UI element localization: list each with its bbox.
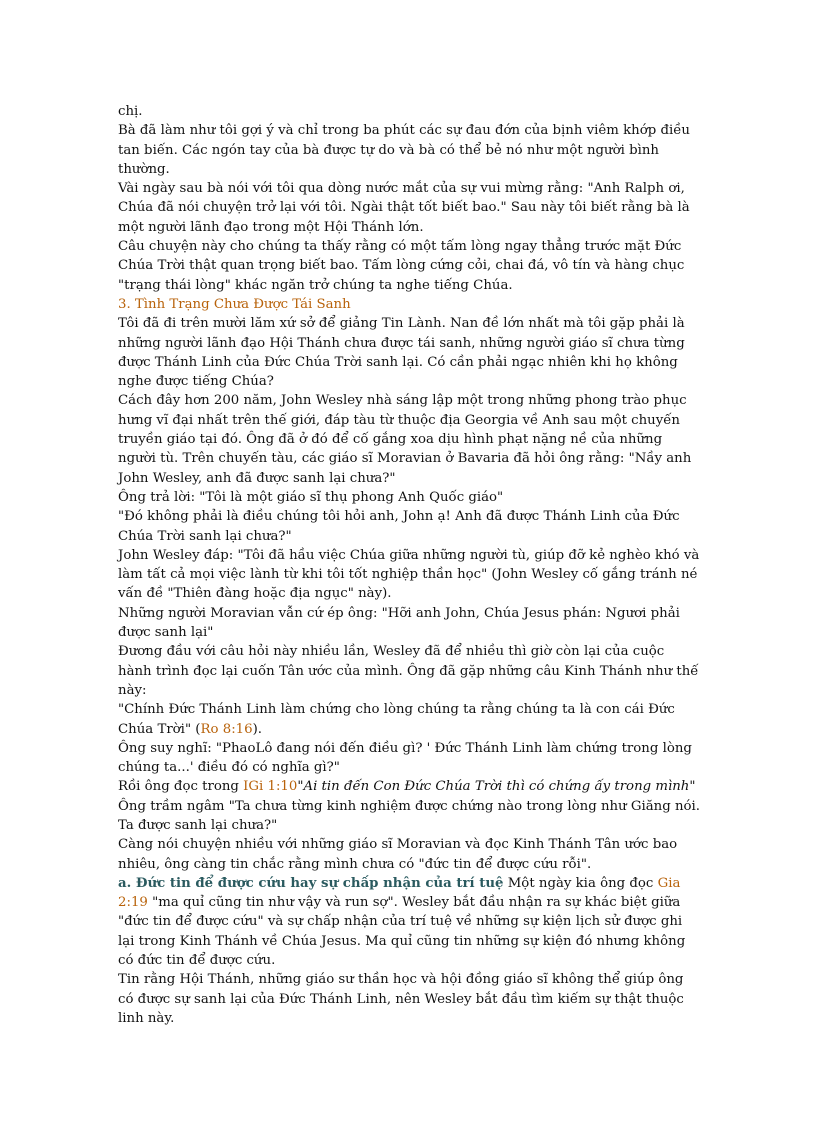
paragraph-text: "ma quỉ cũng tin như vậy và run sợ". Wesley bắt đầu nhận ra sự khác biệt giữa "đức tin để được cứu" và sự chấp nhận của trí tuệ về những sự kiện lịch sử được ghi lại trong Kinh Thánh về Chúa Jesus. Ma quỉ cũng tin những sự kiện đó nhưng không có đức tin để được cứu. bbox=[118, 895, 686, 969]
paragraph-text: ). bbox=[252, 721, 263, 737]
paragraph bbox=[118, 777, 702, 796]
paragraph-text: Một ngày kia ông đọc bbox=[503, 875, 658, 891]
scripture-quote: "Ai tin đến Con Đức Chúa Trời thì có chứng ấy trong mình" bbox=[297, 779, 696, 795]
paragraph: Cách đây hơn 200 năm, John Wesley nhà sáng lập một trong những phong trào phục hưng vĩ đại nhất trên thế giới, đáp tàu từ thuộc địa Georgia về Anh sau một chuyến truyền giáo tại đó. Ông đã ở đó để cố gắng xoa dịu hình phạt nặng nề của những người tù. Trên chuyến tàu, các giáo sĩ Moravian ở Bavaria đã hỏi ông rằng: "Nầy anh John Wesley, anh đã được sanh lại chưa?" bbox=[118, 393, 692, 486]
paragraph: Ông trả lời: "Tôi là một giáo sĩ thụ phong Anh Quốc giáo" bbox=[118, 489, 504, 505]
paragraph: chị. bbox=[118, 104, 143, 119]
paragraph: Tôi đã đi trên mười lăm xứ sở để giảng Tin Lành. Nan đề lớn nhất mà tôi gặp phải là những người lãnh đạo Hội Thánh chưa được tái sanh, những người giáo sĩ chưa từng được Thánh Linh của Đức Chúa Trời sanh lại. Có cần phải ngạc nhiên khi họ không nghe được tiếng Chúa? bbox=[118, 316, 685, 390]
paragraph: Ông trầm ngâm "Ta chưa từng kinh nghiệm được chứng nào trong lòng như Giăng nói. Ta được sanh lại chưa?" bbox=[118, 798, 701, 833]
scripture-reference-link[interactable]: Gia 2:19 bbox=[118, 875, 681, 911]
scripture-reference-link[interactable]: IGi 1:10 bbox=[243, 779, 298, 795]
paragraph: Câu chuyện này cho chúng ta thấy rằng có một tấm lòng ngay thẳng trước mặt Đức Chúa Trời thật quan trọng biết bao. Tấm lòng cứng cỏi, chai đá, vô tín và hàng chục "trạng thái lòng" khác ngăn trở chúng ta nghe tiếng Chúa. bbox=[118, 239, 685, 293]
paragraph-text: "Chính Đức Thánh Linh làm chứng cho lòng chúng ta rằng chúng ta là con cái Đức Chúa Trời" ( bbox=[118, 702, 675, 737]
section-heading-link[interactable]: 3. Tình Trạng Chưa Được Tái Sanh bbox=[118, 296, 351, 312]
paragraph: Ông suy nghĩ: "PhaoLô đang nói đến điều gì? ' Đức Thánh Linh làm chứng trong lòng chúng ta...' điều đó có nghĩa gì?" bbox=[118, 740, 692, 776]
paragraph: "Đó không phải là điều chúng tôi hỏi anh, John ạ! Anh đã được Thánh Linh của Đức Chúa Trời sanh lại chưa?" bbox=[118, 509, 680, 544]
paragraph bbox=[118, 874, 702, 970]
paragraph: Tin rằng Hội Thánh, những giáo sư thần học và hội đồng giáo sĩ không thể giúp ông có được sự sanh lại của Đức Thánh Linh, nên Wesley bắt đầu tìm kiếm sự thật thuộc linh này. bbox=[118, 972, 684, 1026]
paragraph: Vài ngày sau bà nói với tôi qua dòng nước mắt của sự vui mừng rằng: "Anh Ralph ơi, Chúa đã nói chuyện trở lại với tôi. Ngài thật tốt biết bao." Sau này tôi biết rằng bà là một người lãnh đạo trong một Hội Thánh lớn. bbox=[118, 181, 690, 235]
paragraph: Càng nói chuyện nhiều với những giáo sĩ Moravian và đọc Kinh Thánh Tân ước bao nhiêu, ông càng tin chắc rằng mình chưa có "đức tin để được cứu rỗi". bbox=[118, 837, 678, 872]
document-body bbox=[118, 102, 702, 1028]
paragraph: Những người Moravian vẫn cứ ép ông: "Hỡi anh John, Chúa Jesus phán: Ngươi phải được sanh lại" bbox=[118, 605, 680, 641]
paragraph: Đương đầu với câu hỏi này nhiều lần, Wesley đã để nhiều thì giờ còn lại của cuộc hành trình đọc lại cuốn Tân ước của mình. Ông đã gặp những câu Kinh Thánh như thế này: bbox=[118, 644, 699, 698]
paragraph: Bà đã làm như tôi gợi ý và chỉ trong ba phút các sự đau đớn của bịnh viêm khớp điều tan biến. Các ngón tay của bà được tự do và bà có thể bẻ nó như một người bình thường. bbox=[118, 123, 690, 177]
paragraph-text: Rồi ông đọc trong bbox=[118, 779, 244, 795]
paragraph bbox=[118, 700, 702, 739]
scripture-reference-link[interactable]: Ro 8:16 bbox=[200, 721, 253, 737]
subsection-heading: a. Đức tin để được cứu hay sự chấp nhận của trí tuệ bbox=[118, 875, 504, 891]
paragraph: John Wesley đáp: "Tôi đã hầu việc Chúa giữa những người tù, giúp đỡ kẻ nghèo khó và làm tất cả mọi việc lành từ khi tôi tốt nghiệp thần học" (John Wesley cố gắng tránh né vấn đề "Thiên đàng hoặc địa ngục" này). bbox=[118, 547, 700, 602]
